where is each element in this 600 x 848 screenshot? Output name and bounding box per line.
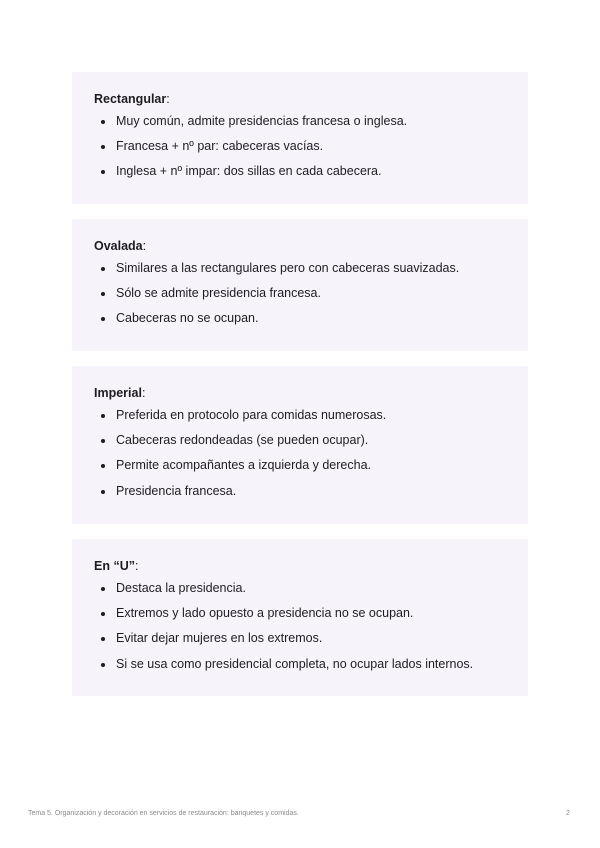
list-item: Cabeceras redondeadas (se pueden ocupar). [94,433,508,448]
list-item: Muy común, admite presidencias francesa o inglesa. [94,114,508,129]
list-item: Cabeceras no se ocupan. [94,311,508,326]
list-item: Sólo se admite presidencia francesa. [94,286,508,301]
card-title: En “U”: [94,559,139,573]
list-item: Extremos y lado opuesto a presidencia no se ocupan. [94,606,508,621]
list-item: Destaca la presidencia. [94,581,508,596]
card-title: Imperial: [94,386,146,400]
card-rectangular [72,72,528,204]
footer-text: Tema 5. Organización y decoración en servicios de restauración: banquetes y comidas. [28,810,299,817]
list-item: Inglesa + nº impar: dos sillas en cada cabecera. [94,164,508,179]
card-title: Ovalada: [94,239,147,253]
card-ovalada [72,219,528,351]
bullet-list [94,114,508,179]
list-item: Permite acompañantes a izquierda y derecha. [94,458,508,473]
list-item: Si se usa como presidencial completa, no ocupar lados internos. [94,657,508,672]
list-item: Preferida en protocolo para comidas numerosas. [94,408,508,423]
card-imperial [72,366,528,524]
bullet-list [94,581,508,672]
list-item: Presidencia francesa. [94,484,508,499]
bullet-list [94,261,508,326]
list-item: Evitar dejar mujeres en los extremos. [94,631,508,646]
card-en-u [72,539,528,696]
bullet-list [94,408,508,499]
list-item: Francesa + nº par: cabeceras vacías. [94,139,508,154]
list-item: Similares a las rectangulares pero con cabeceras suavizadas. [94,261,508,276]
page-number: 2 [566,810,570,817]
card-title: Rectangular: [94,92,170,106]
